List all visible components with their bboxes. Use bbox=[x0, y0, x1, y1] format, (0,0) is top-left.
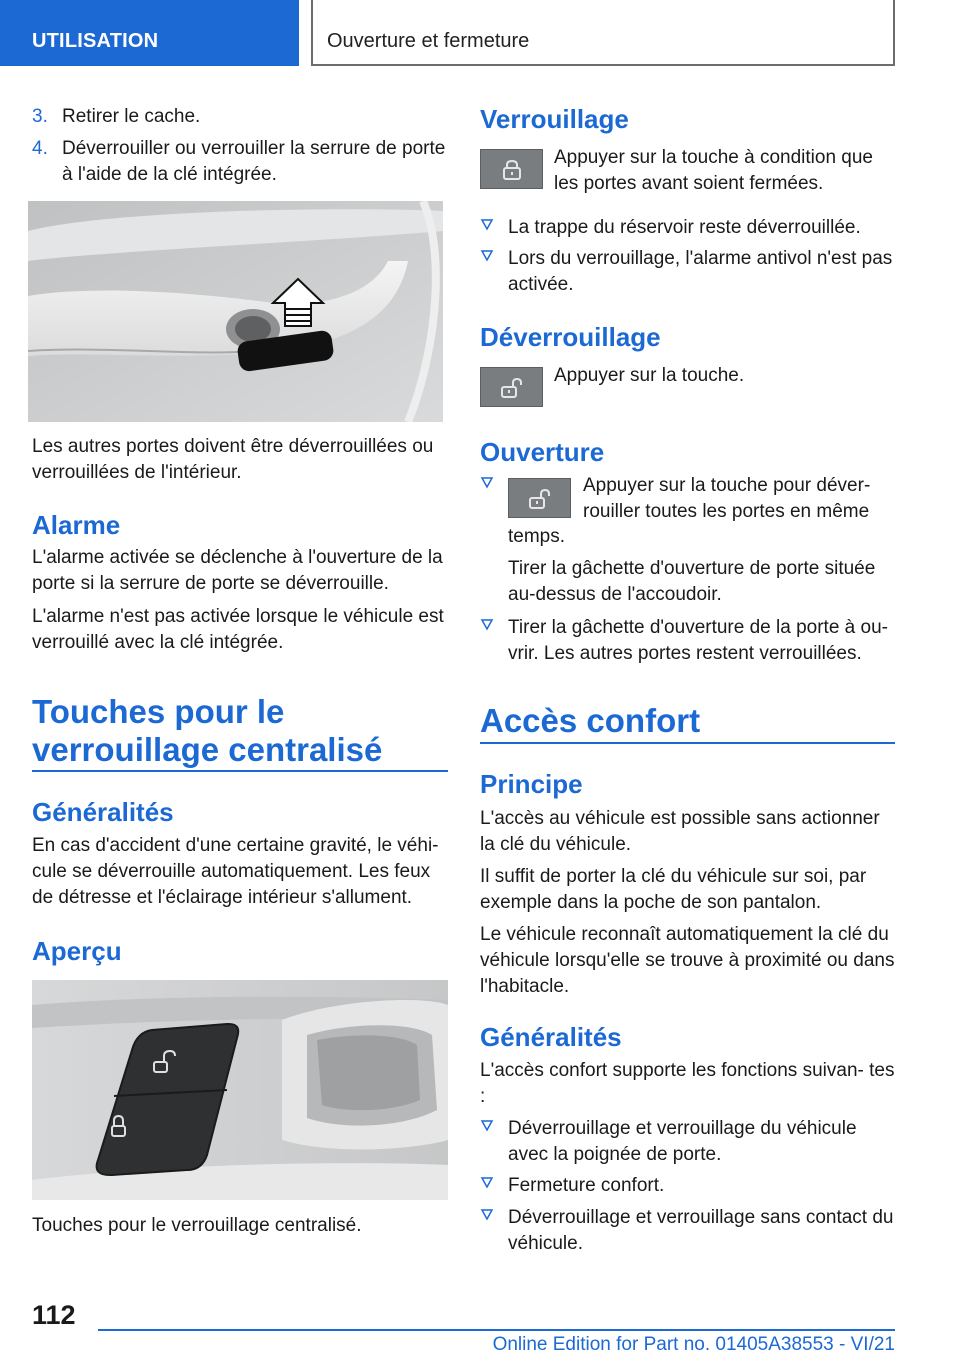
step-text: Déverrouiller ou verrouiller la serrure de porte à l'aide de la clé intégrée. bbox=[62, 138, 446, 185]
deverrouillage-heading: Déverrouillage bbox=[480, 322, 661, 352]
unlock-icon bbox=[529, 488, 551, 510]
ouverture-paragraph: Tirer la gâchette d'ouverture de porte située au-dessus de l'accoudoir. bbox=[508, 558, 876, 605]
section-title: UTILISATION bbox=[32, 30, 159, 52]
triangle-bullet-icon bbox=[480, 618, 494, 632]
page-number: 112 bbox=[32, 1300, 76, 1330]
acces-confort-heading: Accès confort bbox=[480, 702, 701, 739]
alarm-paragraph-2: L'alarme n'est pas activée lorsque le véhicule est verrouillé avec la clé intégrée. bbox=[32, 606, 444, 653]
step-4 bbox=[32, 136, 448, 188]
section-divider bbox=[480, 742, 895, 744]
other-doors-text: Les autres portes doivent être déverrouillées ou verrouillées de l'intérieur. bbox=[32, 436, 434, 483]
alarm-heading: Alarme bbox=[32, 510, 121, 540]
triangle-bullet-icon bbox=[480, 476, 494, 490]
lock-instruction: Appuyer sur la touche à condition que les portes avant soient fermées. bbox=[554, 147, 873, 194]
triangle-bullet-icon bbox=[480, 1208, 494, 1222]
photo-caption: Touches pour le verrouillage centralisé. bbox=[32, 1215, 362, 1236]
unlock-button-image bbox=[480, 367, 543, 407]
bullet-item: Déverrouillage et verrouillage du véhicule avec la poignée de porte. bbox=[480, 1116, 895, 1168]
triangle-bullet-icon bbox=[480, 218, 494, 232]
step-text: Retirer le cache. bbox=[62, 106, 201, 127]
section-divider bbox=[32, 770, 448, 772]
ouverture-heading: Ouverture bbox=[480, 437, 605, 467]
step-3 bbox=[32, 104, 448, 130]
lock-button-image bbox=[480, 149, 543, 189]
edition-text: Online Edition for Part no. 01405A38553 - VI/21 bbox=[492, 1334, 895, 1355]
triangle-bullet-icon bbox=[480, 1119, 494, 1133]
step-number: 4. bbox=[32, 138, 48, 159]
central-lock-buttons-photo bbox=[32, 980, 448, 1200]
lock-icon bbox=[501, 159, 523, 181]
unlock-button-image bbox=[508, 478, 571, 518]
bullet-item: La trappe du réservoir reste déverrouillée. bbox=[480, 215, 895, 241]
generalites2-intro: L'accès confort supporte les fonctions suivan- tes : bbox=[480, 1060, 895, 1107]
triangle-bullet-icon bbox=[480, 1176, 494, 1190]
door-lock-photo bbox=[28, 201, 443, 422]
chapter-box bbox=[311, 0, 895, 66]
apercu-heading: Aperçu bbox=[32, 936, 122, 966]
unlock-icon bbox=[501, 377, 523, 399]
alarm-paragraph-1: L'alarme activée se déclenche à l'ouverture de la porte si la serrure de porte se déverrouille. bbox=[32, 547, 443, 594]
verrouillage-heading: Verrouillage bbox=[480, 104, 629, 134]
generalites2-heading: Généralités bbox=[480, 1022, 622, 1052]
generalites-text: En cas d'accident d'une certaine gravité, le véhi- cule se déverrouille automatiquement. Les feux de détresse et l'éclairage intérieur s'allument. bbox=[32, 835, 439, 908]
ouverture-instruction-cont: temps. bbox=[508, 526, 566, 547]
unlock-instruction: Appuyer sur la touche. bbox=[554, 365, 745, 386]
section-tab bbox=[0, 0, 299, 66]
touches-heading-line1: Touches pour le bbox=[32, 693, 285, 730]
bullet-item: Fermeture confort. bbox=[480, 1173, 895, 1199]
generalites-heading: Généralités bbox=[32, 797, 174, 827]
ouverture-instruction: Appuyer sur la touche pour déver- rouiller toutes les portes en même bbox=[583, 475, 871, 522]
bullet-item: Déverrouillage et verrouillage sans contact du véhicule. bbox=[480, 1205, 895, 1257]
touches-heading-line2: verrouillage centralisé bbox=[32, 731, 383, 768]
chapter-title: Ouverture et fermeture bbox=[327, 30, 530, 52]
principe-heading: Principe bbox=[480, 769, 583, 799]
bullet-item: Tirer la gâchette d'ouverture de la porte à ou- vrir. Les autres portes restent verrouillées. bbox=[480, 615, 895, 667]
bullet-item: Lors du verrouillage, l'alarme antivol n'est pas activée. bbox=[480, 246, 895, 298]
principe-paragraph-1: L'accès au véhicule est possible sans actionner la clé du véhicule. bbox=[480, 808, 880, 855]
triangle-bullet-icon bbox=[480, 249, 494, 263]
footer-divider bbox=[98, 1329, 895, 1331]
step-number: 3. bbox=[32, 106, 48, 127]
principe-paragraph-3: Le véhicule reconnaît automatiquement la clé du véhicule lorsqu'elle se trouve à proximité ou dans l'habitacle. bbox=[480, 924, 895, 997]
principe-paragraph-2: Il suffit de porter la clé du véhicule sur soi, par exemple dans la poche de son pantalon. bbox=[480, 866, 867, 913]
